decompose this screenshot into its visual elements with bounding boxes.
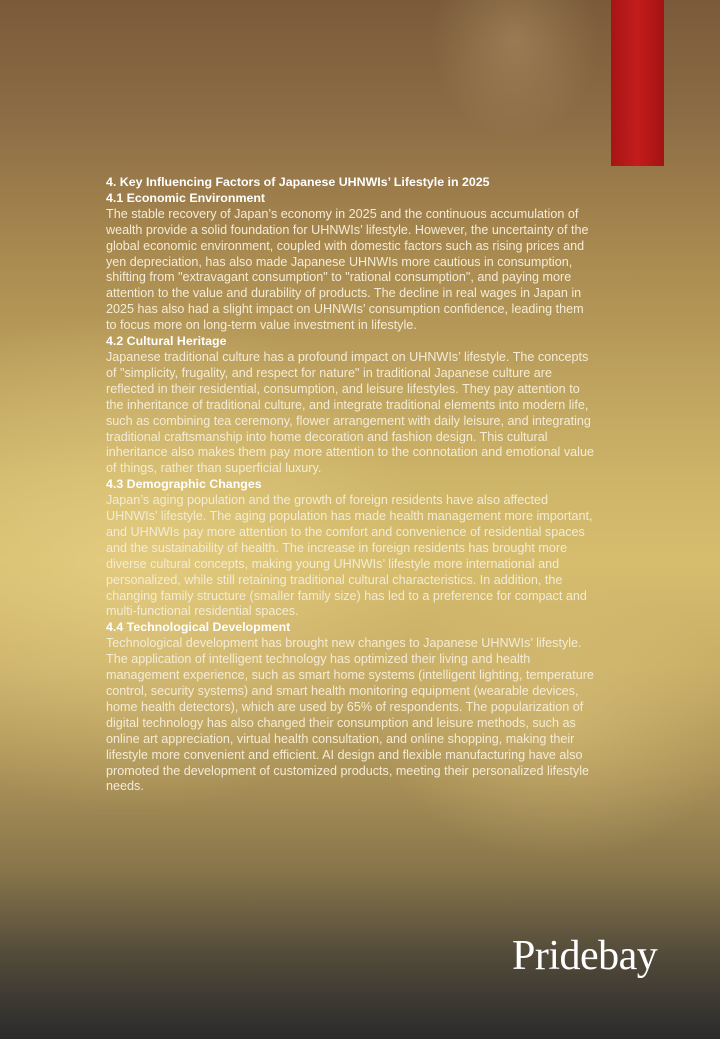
section-heading-cultural: 4.2 Cultural Heritage: [106, 334, 227, 349]
pridebay-logo: Pridebay: [512, 933, 658, 979]
article-body: [106, 175, 596, 795]
section-body-economic: The stable recovery of Japan’s economy in 2025 and the continuous accumulation of wealth provide a solid foundation for UHNWIs’ lifestyle. However, the uncertainty of the global economic environment, coupled with domestic factors such as rising prices and yen depreciation, has also made Japanese UHNWIs more cautious in consumption, shifting from "extravagant consumption" to "rational consumption", and paying more attention to the value and durability of products. The decline in real wages in Japan in 2025 has also had a slight impact on UHNWIs’ consumption confidence, leading them to focus more on long-term value investment in lifestyle.: [106, 206, 589, 333]
section-body-demographic: Japan’s aging population and the growth of foreign residents have also affected UHNWIs’ lifestyle. The aging population has made health management more important, and UHNWIs pay more attention to the comfort and convenience of residential spaces and the sustainability of health. The increase in foreign residents has brought more diverse cultural concepts, making young UHNWIs’ lifestyle more international and personalized, while still retaining traditional cultural characteristics. In addition, the changing family structure (smaller family size) has led to a preference for compact and multi-functional residential spaces.: [106, 493, 593, 619]
section-body-technological: Technological development has brought new changes to Japanese UHNWIs’ lifestyle. The application of intelligent technology has optimized their living and health management experience, such as smart home systems (intelligent lighting, temperature control, security systems) and smart health monitoring equipment (wearable devices, home health detectors), which are used by 65% of respondents. The popularization of digital technology has also changed their consumption and leisure methods, such as online art appreciation, virtual health consultation, and online shopping, making their lifestyle more convenient and efficient. AI design and flexible manufacturing have also promoted the development of customized products, meeting their personalized lifestyle needs.: [106, 636, 594, 794]
section-heading-demographic: 4.3 Demographic Changes: [106, 477, 262, 492]
page-title: 4. Key Influencing Factors of Japanese UHNWIs’ Lifestyle in 2025: [106, 175, 490, 189]
red-bookmark-tab: [611, 0, 664, 166]
section-body-cultural: Japanese traditional culture has a profound impact on UHNWIs’ lifestyle. The concepts of "simplicity, frugality, and respect for nature" in traditional Japanese culture are reflected in their residential, consumption, and leisure lifestyles. They pay attention to the inheritance of traditional culture, and integrate traditional elements into modern life, such as combining tea ceremony, flower arrangement with daily leisure, and integrating traditional craftsmanship into home decoration and fashion design. This cultural inheritance also makes them pay more attention to the connotation and emotional value of things, rather than superficial luxury.: [106, 349, 594, 476]
section-heading-economic: 4.1 Economic Environment: [106, 190, 266, 205]
section-heading-technological: 4.4 Technological Development: [106, 620, 291, 635]
